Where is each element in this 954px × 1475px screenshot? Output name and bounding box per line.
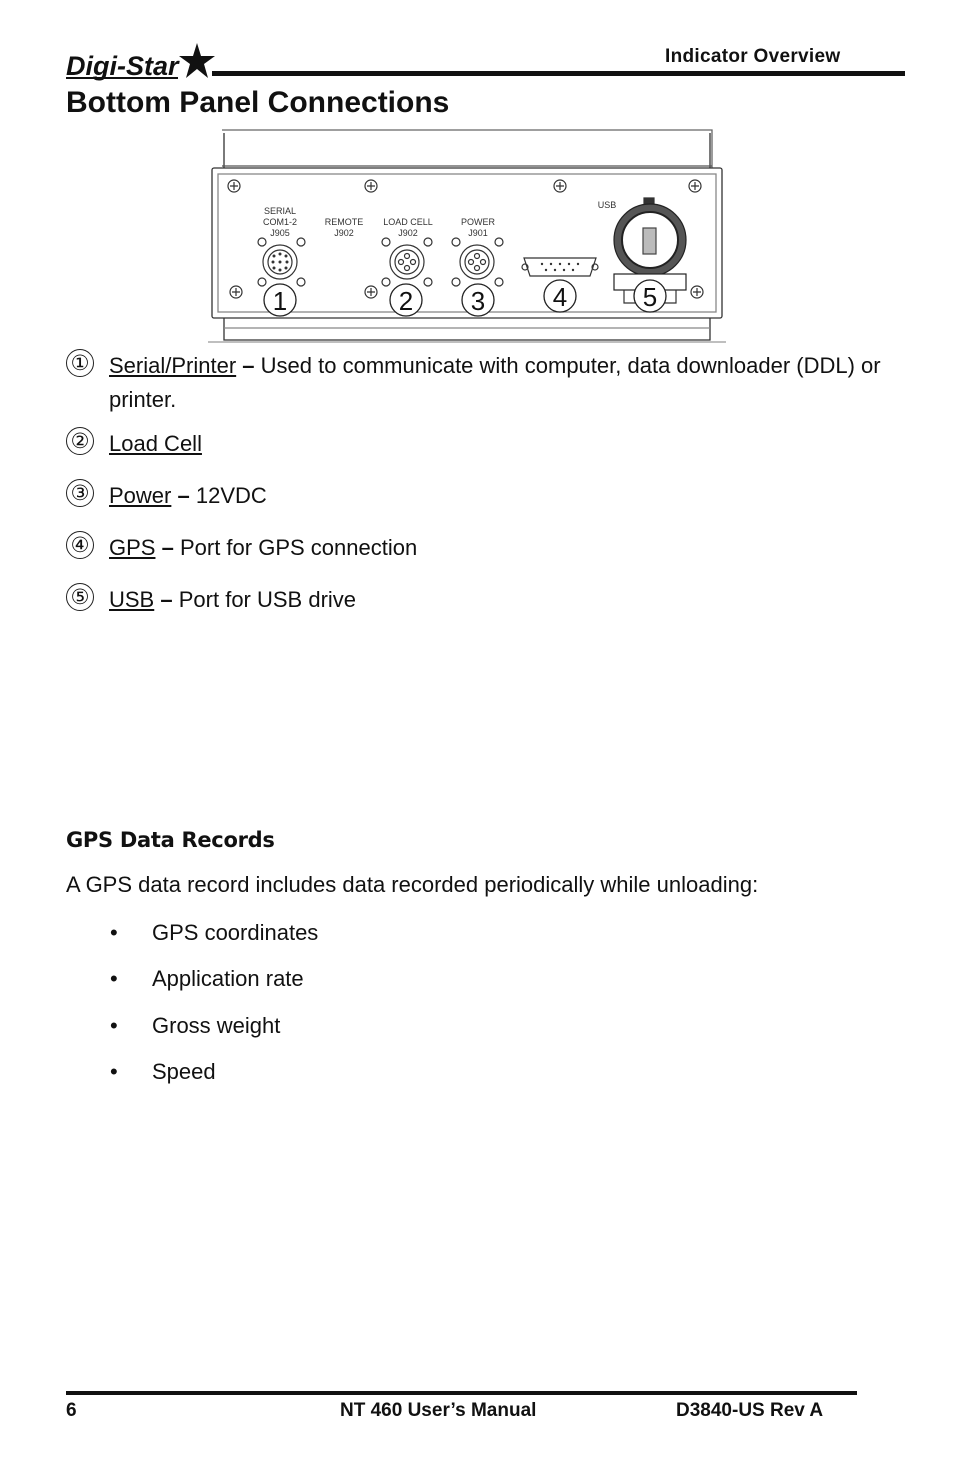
serial-connector-icon <box>258 238 305 286</box>
bullet-icon: • <box>110 966 118 991</box>
connection-desc: Port for GPS connection <box>179 535 418 560</box>
connection-name: Power <box>109 483 172 508</box>
remote-label-2: J902 <box>334 228 354 238</box>
power-label-2: J901 <box>468 228 488 238</box>
section-title: Indicator Overview <box>665 46 841 67</box>
callout-3: 3 <box>470 286 486 316</box>
list-item-text: Speed <box>152 1059 216 1084</box>
load-cell-label-1: LOAD CELL <box>383 217 433 227</box>
header-rule <box>212 71 905 76</box>
dash: – <box>177 483 190 508</box>
bottom-panel-diagram <box>204 128 730 348</box>
digi-star-logo <box>66 42 216 82</box>
connection-name: GPS <box>109 535 156 560</box>
list-item-text: Application rate <box>152 966 304 991</box>
serial-label-3: J905 <box>270 228 290 238</box>
list-item-text: Gross weight <box>152 1013 281 1038</box>
bullet-icon: • <box>110 1013 118 1038</box>
footer-rule <box>66 1391 857 1395</box>
connection-name: Serial/Printer <box>109 353 237 378</box>
star-icon <box>179 43 215 78</box>
dash: – <box>161 535 174 560</box>
dash: – <box>242 353 255 378</box>
number-badge: ③ <box>66 479 94 507</box>
number-badge: ⑤ <box>66 583 94 611</box>
load-cell-connector-icon <box>382 238 432 286</box>
remote-label-1: REMOTE <box>324 217 364 227</box>
page-title: Bottom Panel Connections <box>66 86 450 119</box>
connection-desc: 12VDC <box>195 483 267 508</box>
dash: – <box>160 587 173 612</box>
page-number: 6 <box>66 1400 77 1421</box>
callout-4: 4 <box>552 282 568 312</box>
usb-label: USB <box>597 200 617 210</box>
callout-1: 1 <box>272 286 288 316</box>
connection-desc: Port for USB drive <box>178 587 357 612</box>
number-badge: ② <box>66 427 94 455</box>
bullet-icon: • <box>110 920 118 945</box>
gps-db9-connector-icon <box>522 258 598 276</box>
power-label-1: POWER <box>460 217 496 227</box>
doc-number: D3840-US Rev A <box>676 1400 824 1421</box>
serial-label-2: COM1-2 <box>262 217 298 227</box>
power-connector-icon <box>452 238 503 286</box>
manual-title: NT 460 User’s Manual <box>340 1400 537 1421</box>
load-cell-label-2: J902 <box>398 228 418 238</box>
callout-5: 5 <box>642 282 658 312</box>
callout-2: 2 <box>398 286 414 316</box>
connection-desc: Used to communicate with computer, data downloader (DDL) or printer. <box>109 353 881 412</box>
connection-name: Load Cell <box>109 431 202 456</box>
serial-label-1: SERIAL <box>263 206 297 216</box>
number-badge: ④ <box>66 531 94 559</box>
list-item-text: GPS coordinates <box>152 920 319 945</box>
connection-name: USB <box>109 587 155 612</box>
number-badge: ① <box>66 349 94 377</box>
bullet-icon: • <box>110 1059 118 1084</box>
section-heading: GPS Data Records <box>66 828 275 852</box>
intro-paragraph: A GPS data record includes data recorded periodically while unloading: <box>66 872 759 897</box>
logo-text: Digi-Star <box>66 51 179 81</box>
